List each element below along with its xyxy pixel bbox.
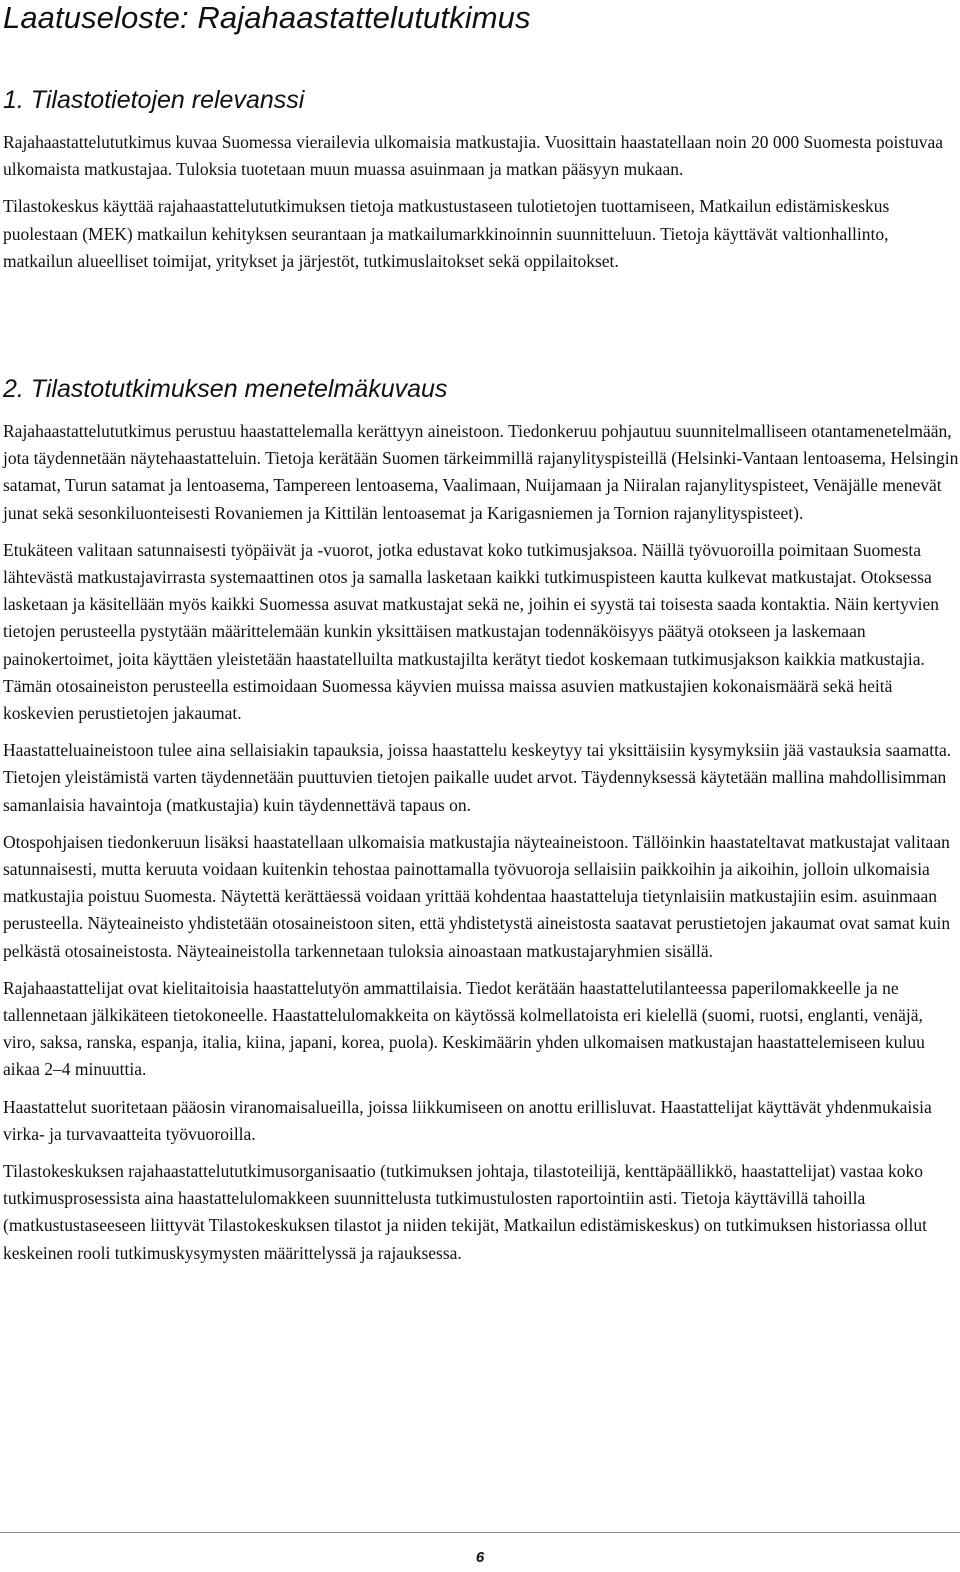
paragraph: Haastatteluaineistoon tulee aina sellaisiakin tapauksia, joissa haastattelu keskeytyy tai yksittäisiin kysymyksiin jää vastauksia saamatta. Tietojen yleistämistä varten täydennetään puuttuvien tietojen paikalle uudet arvot. Täydennyksessä käytetään mallina mahdollisimman samanlaisia havaintoja (matkustajia) kuin täydennettävä tapaus on. xyxy=(3,740,952,815)
paragraph: Rajahaastattelijat ovat kielitaitoisia haastattelutyön ammattilaisia. Tiedot kerätään haastattelutilanteessa paperilomakkeelle ja ne tallennetaan jälkikäteen tietokoneelle. Haastattelulomakkeita on käytössä kolmellatoista eri kielellä (suomi, ruotsi, englanti, venäjä, viro, saksa, ranska, espanja, italia, kiina, japani, korea, puola). Keskimäärin yhden ulkomaisen matkustajan haastattelemiseen kuluu aikaa 2–4 minuuttia. xyxy=(3,977,925,1080)
footer-divider xyxy=(0,1532,960,1533)
page-number: 6 xyxy=(475,1549,485,1566)
paragraph: Etukäteen valitaan satunnaisesti työpäivät ja -vuorot, jotka edustavat koko tutkimusjaksoa. Näillä työvuoroilla poimitaan Suomesta lähtevästä matkustajavirrasta systemaattinen otos ja samalla lasketaan kaikki tutkimuspisteen kautta kulkevat matkustajat. Otoksessa lasketaan ja käsitellään myös kaikki Suomessa asuvat matkustajat sekä ne, joihin ei syystä tai toisesta saada kontaktia. Näin kertyvien tietojen perusteella pystytään määrittelemään kunkin yksittäisen matkustajan todennäköisyys päätyä otokseen ja laskemaan painokertoimet, joita käyttäen yleistetään haastatelluilta matkustajilta kerätyt tiedot koskemaan tutkimusjakson kaikkia matkustajia. Tämän otosaineiston perusteella estimoidaan Suomessa käyvien muissa maissa asuvien matkustajien kokonaismäärä sekä heitä koskevien perustietojen jakaumat. xyxy=(3,539,940,724)
paragraph: Otospohjaisen tiedonkeruun lisäksi haastatellaan ulkomaisia matkustajia näyteaineistoon. Tällöinkin haastateltavat matkustajat valitaan satunnaisesti, mutta keruuta voidaan kuitenkin tehostaa painottamalla työvuoroja sellaisiin paikkoihin ja aikoihin, jolloin ulkomaisia matkustajia poistuu Suomesta. Näytettä kerättäessä voidaan yrittää kohdentaa haastatteluja tietynlaisiin matkustajiin esim. asuinmaan perusteella. Näyteaineisto yhdistetään otosaineistoon siten, että yhdistetystä aineistosta saatavat perustietojen jakaumat ovat samat kuin pelkästä otosaineistosta. Näyteaineistolla tarkennetaan tuloksia ainoastaan matkustajaryhmien sisällä. xyxy=(3,831,951,961)
section-relevance xyxy=(3,84,959,285)
paragraph: Rajahaastattelututkimus perustuu haastattelemalla kerättyyn aineistoon. Tiedonkeruu pohjautuu suunnitelmalliseen otantamenetelmään, jota täydennetään näytehaastatteluin. Tietoja kerätään Suomen tärkeimmillä rajanylityspisteillä (Helsinki-Vantaan lentoasema, Helsingin satamat, Turun satamat ja lentoasema, Tampereen lentoasema, Vaalimaan, Nuijamaan ja Niiralan rajanylityspisteet, Venäjälle menevät junat sekä sesonkiluonteisesti Rovaniemen ja Kittilän lentoasemat ja Karigasniemen ja Tornion rajanylityspisteet). xyxy=(3,421,959,523)
section-heading: 2. Tilastotutkimuksen menetelmäkuvaus xyxy=(3,375,448,403)
section-heading: 1. Tilastotietojen relevanssi xyxy=(3,86,305,114)
paragraph: Rajahaastattelututkimus kuvaa Suomessa vierailevia ulkomaisia matkustajia. Vuosittain haastatellaan noin 20 000 Suomesta poistuvaa ulkomaista matkustajaa. Tuloksia tuotetaan muun muassa asuinmaan ja matkan pääsyyn mukaan. xyxy=(3,132,944,180)
paragraph: Tilastokeskuksen rajahaastattelututkimusorganisaatio (tutkimuksen johtaja, tilastoteilijä, kenttäpäällikkö, haastattelijat) vastaa koko tutkimusprosessista aina haastattelulomakkeen suunnittelusta tutkimustulosten raportointiin asti. Tietoja käyttävillä tahoilla (matkustustaseeseen liittyvät Tilastokeskuksen tilastot ja niiden tekijät, Matkailun edistämiskeskus) on tutkimuksen historiassa ollut keskeinen rooli tutkimuskysymysten määrittelyssä ja rajauksessa. xyxy=(3,1161,927,1263)
paragraph: Tilastokeskus käyttää rajahaastattelututkimuksen tietoja matkustustaseen tulotietojen tuottamiseen, Matkailun edistämiskeskus puolestaan (MEK) matkailun kehityksen seurantaan ja matkailumarkkinoinnin suunnitteluun. Tietoja käyttävät valtionhallinto, matkailun alueelliset toimijat, yritykset ja järjestöt, tutkimuslaitokset sekä oppilaitokset. xyxy=(3,196,890,271)
section-methodology xyxy=(3,373,959,1277)
paragraph: Haastattelut suoritetaan pääosin viranomaisalueilla, joissa liikkumiseen on anottu erillisluvat. Haastattelijat käyttävät yhdenmukaisia virka- ja turvavaatteita työvuoroilla. xyxy=(3,1096,932,1144)
document-title: Laatuseloste: Rajahaastattelututkimus xyxy=(3,0,531,35)
